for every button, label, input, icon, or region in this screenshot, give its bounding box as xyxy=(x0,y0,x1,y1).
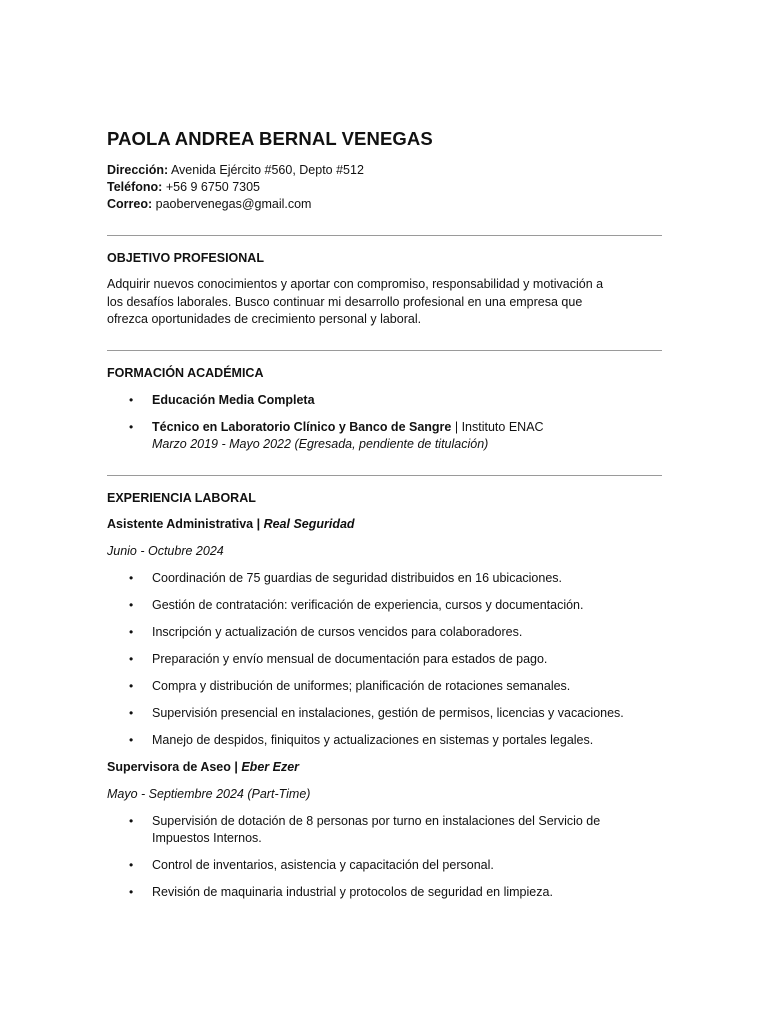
email-label: Correo: xyxy=(107,197,153,211)
job-task xyxy=(107,570,662,587)
institution-name: Instituto ENAC xyxy=(461,419,544,434)
address-label: Dirección: xyxy=(107,163,169,177)
phone-value: +56 9 6750 7305 xyxy=(165,180,261,194)
section-divider xyxy=(107,475,662,476)
bullet: • xyxy=(129,884,134,899)
bullet: • xyxy=(129,651,134,666)
job-task xyxy=(107,813,662,847)
bullet: • xyxy=(129,419,134,434)
task-text: Preparación y envío mensual de documentación para estados de pago. xyxy=(152,651,548,666)
objective-line: Adquirir nuevos conocimientos y aportar con compromiso, responsabilidad y motivación a xyxy=(107,277,604,291)
job-task xyxy=(107,857,662,874)
education-list xyxy=(107,392,662,453)
job-heading xyxy=(107,759,662,776)
phone-label: Teléfono: xyxy=(107,180,163,194)
job-task-list xyxy=(107,570,662,749)
bullet: • xyxy=(129,597,134,612)
objective-title: OBJETIVO PROFESIONAL xyxy=(107,251,264,265)
phone-line xyxy=(107,179,662,196)
task-text: Compra y distribución de uniformes; planificación de rotaciones semanales. xyxy=(152,678,571,693)
job-company: Real Seguridad xyxy=(263,516,355,531)
candidate-name: PAOLA ANDREA BERNAL VENEGAS xyxy=(107,128,433,149)
education-item xyxy=(107,392,662,409)
bullet: • xyxy=(129,813,134,828)
email-value: paobervenegas@gmail.com xyxy=(155,197,312,211)
job-task-list xyxy=(107,813,662,901)
job-role: Asistente Administrativa | xyxy=(107,516,264,531)
task-text: Inscripción y actualización de cursos vencidos para colaboradores. xyxy=(152,624,523,639)
job-task xyxy=(107,597,662,614)
objective-text xyxy=(107,276,662,329)
job-role: Supervisora de Aseo | xyxy=(107,759,242,774)
bullet: • xyxy=(129,624,134,639)
job-task xyxy=(107,678,662,695)
task-text: Supervisión de dotación de 8 personas por turno en instalaciones del Servicio de xyxy=(152,813,601,828)
degree-name: Educación Media Completa xyxy=(152,392,315,407)
job-dates: Mayo - Septiembre 2024 (Part-Time) xyxy=(107,786,311,801)
address-value: Avenida Ejército #560, Depto #512 xyxy=(170,163,364,177)
degree-name: Técnico en Laboratorio Clínico y Banco de Sangre xyxy=(152,419,452,434)
task-text: Manejo de despidos, finiquitos y actualizaciones en sistemas y portales legales. xyxy=(152,732,594,747)
objective-line: ofrezca oportunidades de crecimiento personal y laboral. xyxy=(107,312,422,326)
task-text: Impuestos Internos. xyxy=(152,830,262,845)
bullet: • xyxy=(129,705,134,720)
task-text: Revisión de maquinaria industrial y protocolos de seguridad en limpieza. xyxy=(152,884,553,899)
bullet: • xyxy=(129,392,134,407)
objective-line: los desafíos laborales. Busco continuar mi desarrollo profesional en una empresa que xyxy=(107,294,583,309)
address-line xyxy=(107,162,662,179)
degree-separator: | xyxy=(451,419,462,434)
job-task xyxy=(107,651,662,668)
job-task xyxy=(107,884,662,901)
degree-dates: Marzo 2019 - Mayo 2022 (Egresada, pendiente de titulación) xyxy=(152,436,489,451)
education-item xyxy=(107,419,662,453)
bullet: • xyxy=(129,570,134,585)
task-text: Control de inventarios, asistencia y capacitación del personal. xyxy=(152,857,494,872)
task-text: Supervisión presencial en instalaciones, gestión de permisos, licencias y vacaciones. xyxy=(152,705,624,720)
education-title: FORMACIÓN ACADÉMICA xyxy=(107,365,264,380)
section-divider xyxy=(107,235,662,236)
task-text: Gestión de contratación: verificación de experiencia, cursos y documentación. xyxy=(152,597,584,612)
experience-title: EXPERIENCIA LABORAL xyxy=(107,490,256,505)
job-company: Eber Ezer xyxy=(241,759,300,774)
bullet: • xyxy=(129,732,134,747)
job-dates: Junio - Octubre 2024 xyxy=(107,543,224,558)
job-task xyxy=(107,624,662,641)
task-text: Coordinación de 75 guardias de seguridad distribuidos en 16 ubicaciones. xyxy=(152,570,562,585)
job-task xyxy=(107,705,662,722)
email-line xyxy=(107,196,662,213)
resume-page xyxy=(107,127,662,901)
bullet: • xyxy=(129,857,134,872)
job-heading xyxy=(107,516,662,533)
contact-block xyxy=(107,162,662,213)
job-task xyxy=(107,732,662,749)
bullet: • xyxy=(129,678,134,693)
section-divider xyxy=(107,350,662,351)
